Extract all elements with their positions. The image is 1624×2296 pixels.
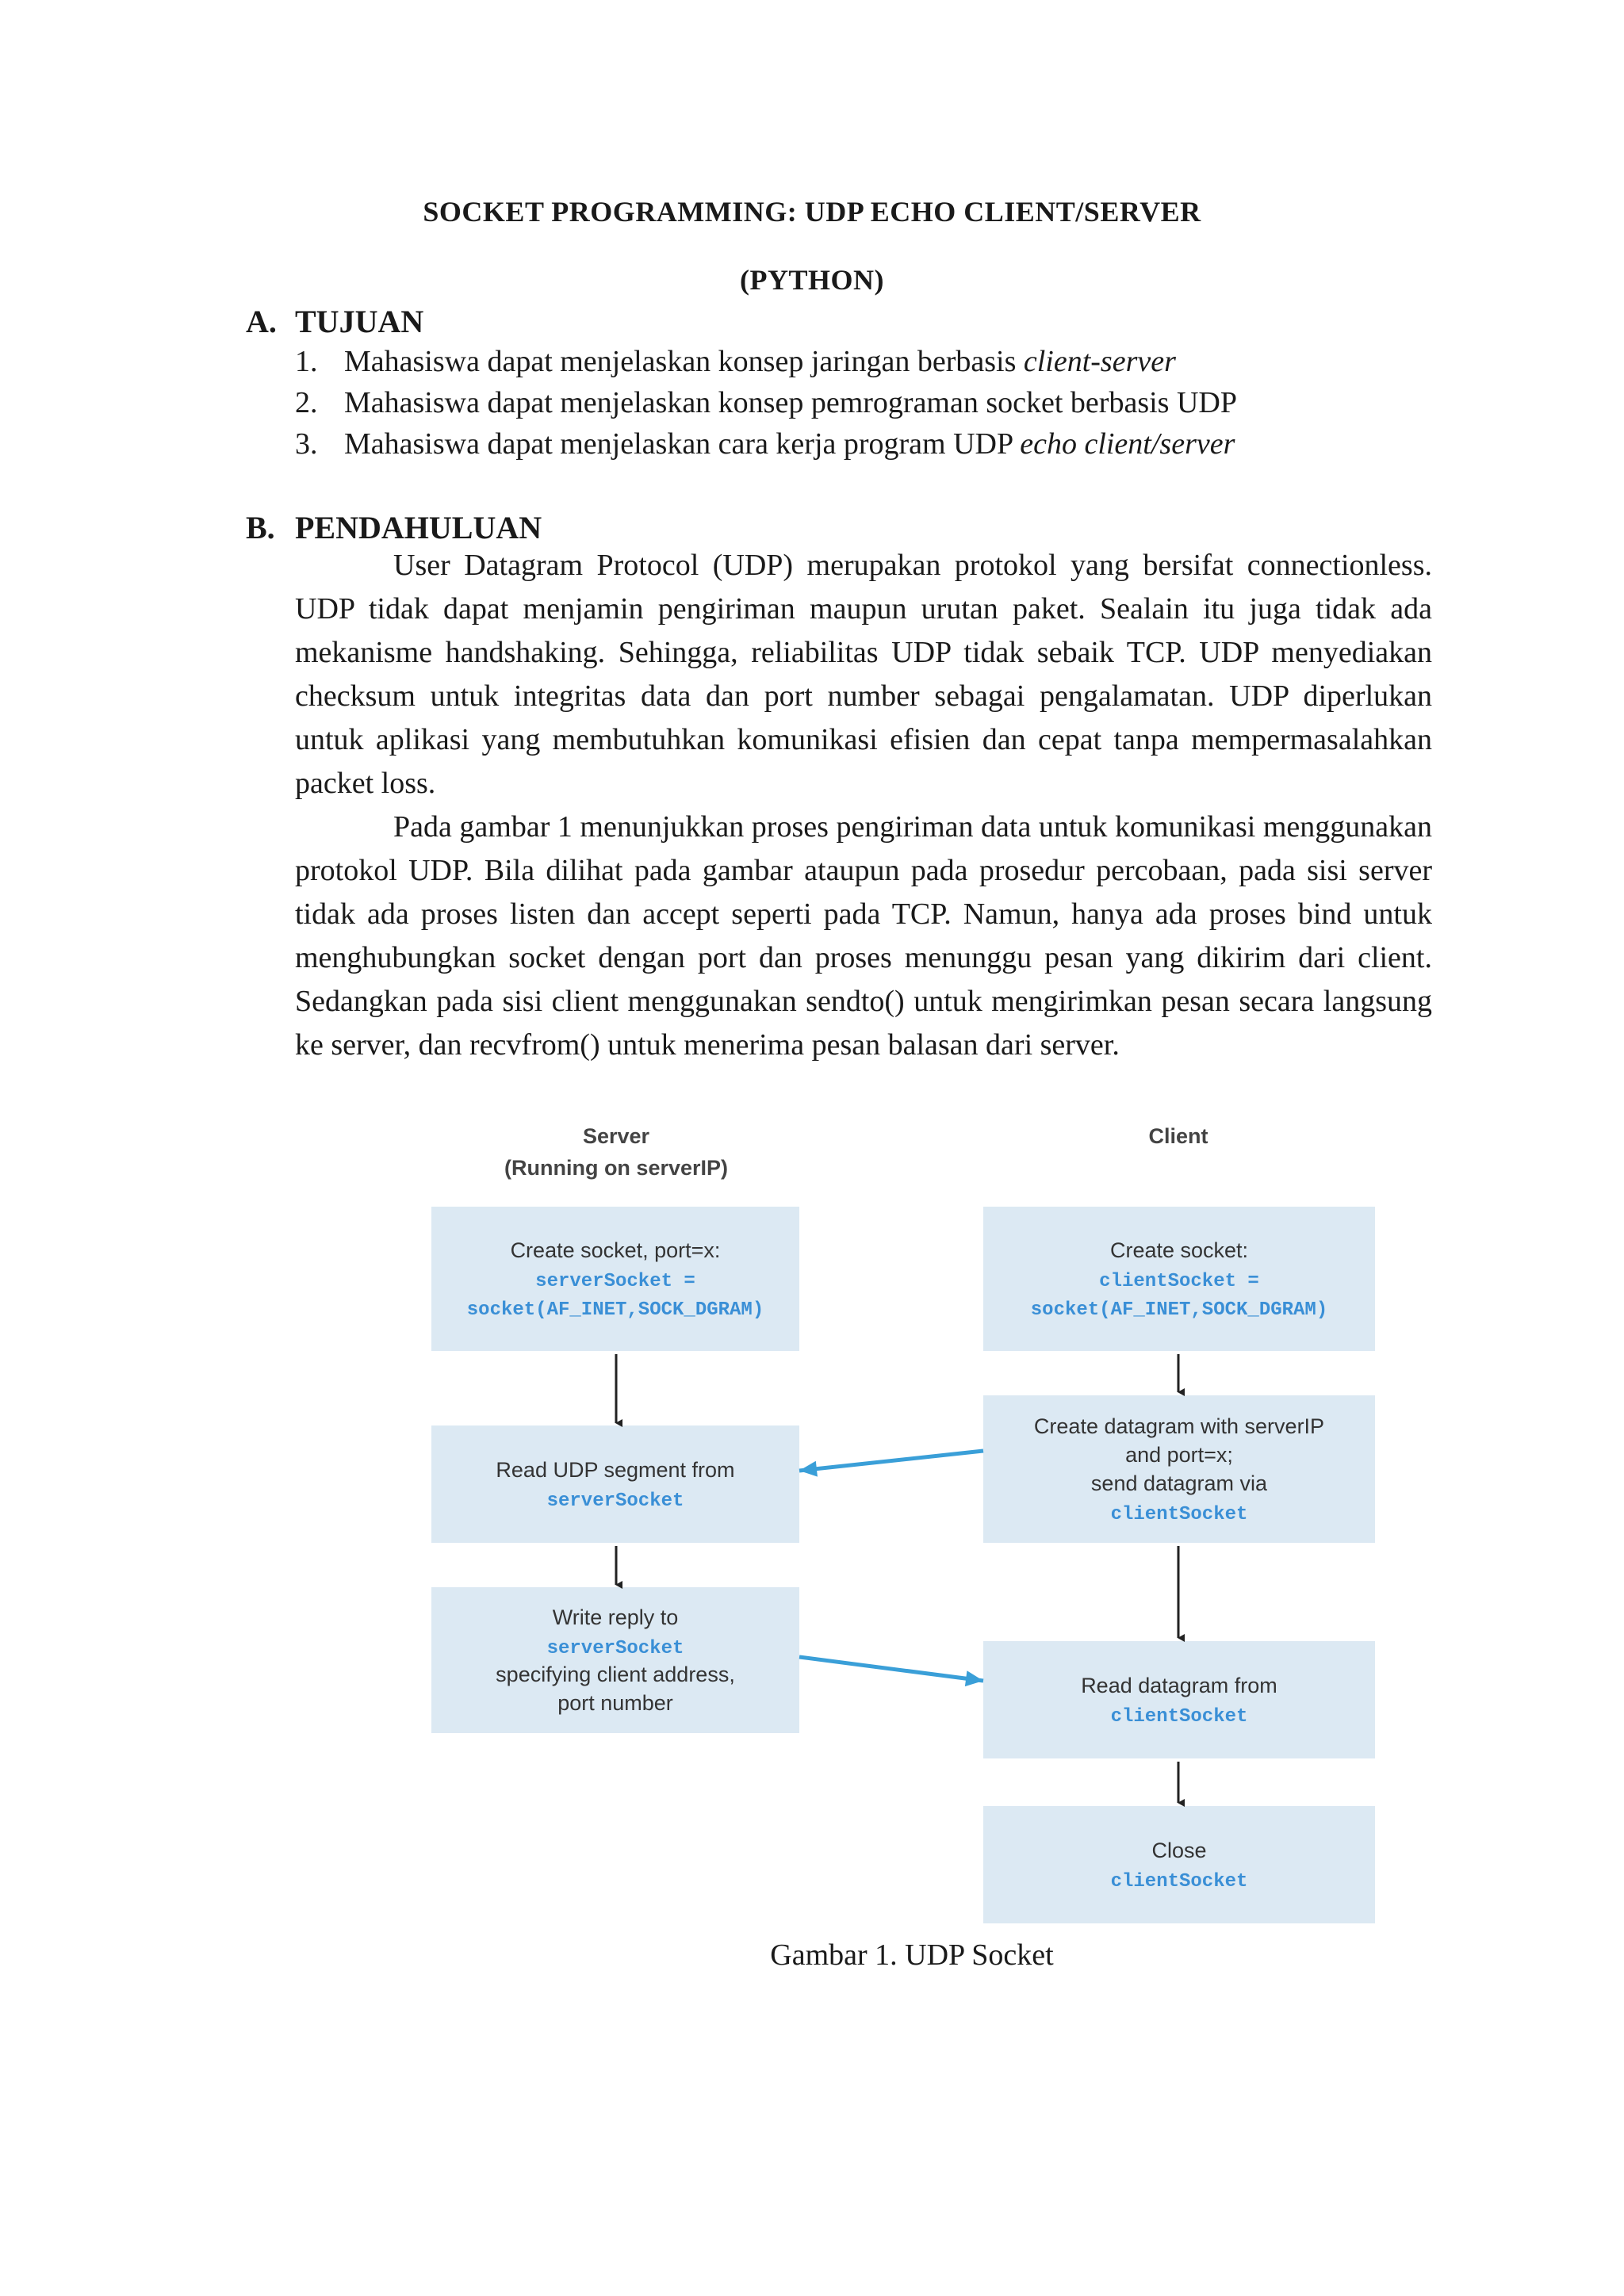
section-b-title: PENDAHULUAN xyxy=(295,510,542,545)
document-title: SOCKET PROGRAMMING: UDP ECHO CLIENT/SERVER xyxy=(423,196,1201,228)
box-label-text: Create datagram with serverIP xyxy=(1033,1414,1325,1438)
box-label-text: and port=x; xyxy=(1125,1443,1233,1467)
box-code-text: serverSocket xyxy=(546,1638,684,1659)
box-label-text: Close xyxy=(1151,1839,1207,1862)
box-code-text: socket(AF_INET,SOCK_DGRAM) xyxy=(466,1299,764,1321)
box-code-text: clientSocket xyxy=(1110,1871,1248,1892)
box-label-text: Read datagram from xyxy=(1081,1674,1277,1697)
figure-caption: Gambar 1. UDP Socket xyxy=(770,1938,1054,1972)
box-label-text: port number xyxy=(557,1691,673,1715)
goal-text: Mahasiswa dapat menjelaskan konsep jaringan berbasis xyxy=(344,345,1024,378)
goal-text: Mahasiswa dapat menjelaskan cara kerja program UDP xyxy=(344,427,1021,461)
box-code-text: clientSocket xyxy=(1110,1706,1248,1728)
box-label-text: Write reply to xyxy=(552,1605,679,1629)
section-a-title: TUJUAN xyxy=(295,304,424,339)
client-column-title: Client xyxy=(1148,1124,1208,1148)
box-label-text: Create socket: xyxy=(1109,1238,1249,1262)
box-label-text: Create socket, port=x: xyxy=(510,1238,721,1262)
goal-number: 2. xyxy=(295,386,318,419)
goal-emphasis: echo client/server xyxy=(1020,427,1235,461)
reply-datagram-arrow xyxy=(799,1657,983,1681)
box-code-text: clientSocket = xyxy=(1099,1271,1259,1292)
box-label-text: send datagram via xyxy=(1090,1471,1268,1495)
goal-number: 3. xyxy=(295,427,318,461)
server-step-box xyxy=(431,1425,799,1543)
server-column-subtitle: (Running on serverIP) xyxy=(504,1156,729,1180)
box-label-text: specifying client address, xyxy=(496,1663,735,1686)
box-code-text: socket(AF_INET,SOCK_DGRAM) xyxy=(1030,1299,1328,1321)
intro-paragraph-1: User Datagram Protocol (UDP) merupakan protokol yang bersifat connectionless. UDP tidak dapat menjamin pengiriman maupun urutan paket. Sealain itu juga tidak ada mekanisme handshaking. Sehingga, reliabilitas UDP tidak sebaik TCP. UDP menyediakan checksum untuk integritas data dan port number sebagai pengalamatan. UDP diperlukan untuk aplikasi yang membutuhkan komunikasi efisien dan cepat tanpa mempermasalahkan packet loss. xyxy=(295,549,1432,800)
document-subtitle: (PYTHON) xyxy=(740,264,884,296)
goal-number: 1. xyxy=(295,345,318,378)
intro-paragraph-2: Pada gambar 1 menunjukkan proses pengiriman data untuk komunikasi menggunakan protokol UDP. Bila dilihat pada gambar ataupun pada prosedur percobaan, pada sisi server tidak ada proses listen dan accept seperti pada TCP. Namun, hanya ada proses bind untuk menghubungkan socket dengan port dan proses menunggu pesan yang dikirim dari client. Sedangkan pada sisi client menggunakan sendto() untuk mengirimkan pesan secara langsung ke server, dan recvfrom() untuk menerima pesan balasan dari server. xyxy=(295,810,1432,1062)
section-b-letter: B. xyxy=(246,510,275,545)
client-step-box xyxy=(983,1806,1375,1923)
box-code-text: serverSocket xyxy=(546,1490,684,1512)
box-code-text: serverSocket = xyxy=(535,1271,695,1292)
box-label-text: Read UDP segment from xyxy=(496,1458,735,1482)
goal-text: Mahasiswa dapat menjelaskan konsep pemrograman socket berbasis UDP xyxy=(344,386,1237,419)
client-step-box xyxy=(983,1641,1375,1758)
server-column-title: Server xyxy=(582,1124,650,1148)
section-a-letter: A. xyxy=(246,304,277,339)
goal-emphasis: client-server xyxy=(1023,345,1176,378)
send-datagram-arrow xyxy=(799,1451,983,1471)
box-code-text: clientSocket xyxy=(1110,1504,1248,1525)
